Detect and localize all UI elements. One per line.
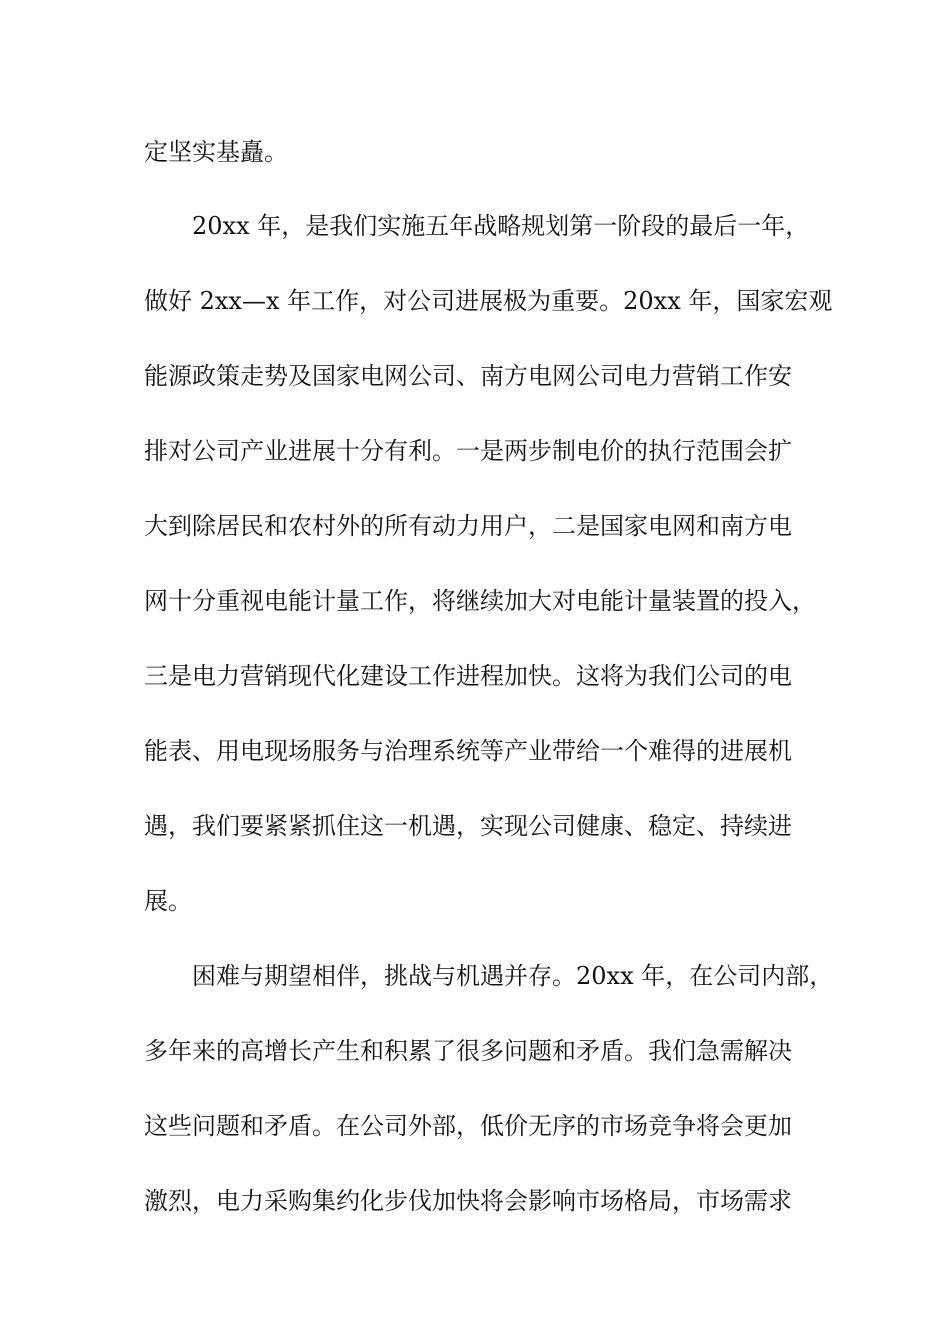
text-line: 遇，我们要紧紧抓住这一机遇，实现公司健康、稳定、持续进 [144,812,792,840]
text-line: 多年来的高增长产生和积累了很多问题和矛盾。我们急需解决 [144,1037,792,1065]
text-line: 网十分重视电能计量工作，将继续加大对电能计量装置的投入， [144,587,816,615]
text-line: 激烈，电力采购集约化步伐加快将会影响市场格局，市场需求 [144,1187,792,1215]
paragraph-first-line: 困难与期望相伴，挑战与机遇并存。20xx 年，在公司内部， [192,962,834,990]
text-line: 展。 [144,887,192,915]
text-line: 能源政策走势及国家电网公司、南方电网公司电力营销工作安 [144,362,792,390]
text-line: 三是电力营销现代化建设工作进程加快。这将为我们公司的电 [144,662,792,690]
text-line: 定坚实基矗。 [144,138,288,166]
text-line: 这些问题和矛盾。在公司外部，低价无序的市场竞争将会更加 [144,1112,792,1140]
text-line: 做好 2xx—x 年工作，对公司进展极为重要。20xx 年，国家宏观 [144,287,833,315]
paragraph-first-line: 20xx 年，是我们实施五年战略规划第一阶段的最后一年， [192,212,810,240]
text-line: 排对公司产业进展十分有利。一是两步制电价的执行范围会扩 [144,437,792,465]
text-line: 大到除居民和农村外的所有动力用户，二是国家电网和南方电 [144,512,792,540]
text-line: 能表、用电现场服务与治理系统等产业带给一个难得的进展机 [144,737,792,765]
